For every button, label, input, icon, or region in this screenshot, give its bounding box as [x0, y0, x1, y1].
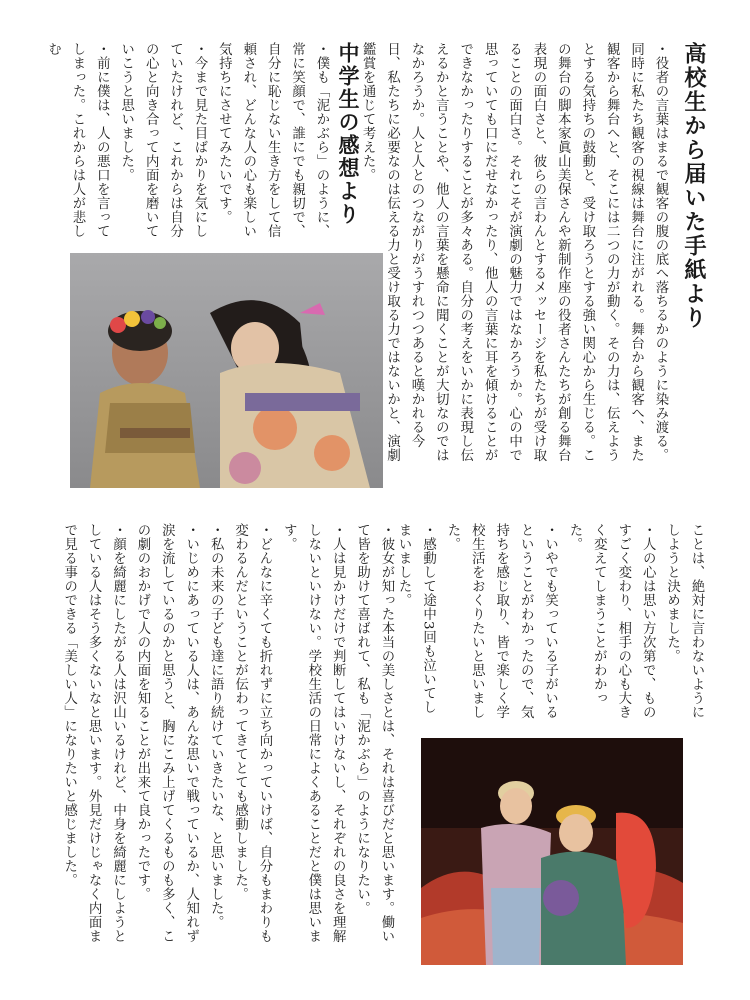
impression-item: ・人の心は思い方次第で、ものすごく変わり、相手の心も大きく変えてしまうことがわかった。 [566, 523, 656, 719]
impression-item: ・人は見かけだけで判断してはいけないし、それぞれの良さを理解しないといけない。学校生活の日常によくあることだと僕は思います。 [281, 523, 346, 943]
impression-item: ことは、絶対に言わないようにしようと決めました。 [664, 523, 704, 719]
high-school-letter-text [362, 42, 672, 462]
impression-item: ・僕も「泥かぶら」のように、常に笑顔で、誰にでも親切で、自分に恥じない生き方をして信頼され、どんな人の心も楽しい気持ちにさせてみたいです。 [216, 42, 329, 238]
photo-stage-scene-1 [70, 253, 383, 488]
impression-item: ・私の未来の子ども達に語り続けていきたいな、と思いました。 [208, 523, 224, 929]
impression-item: ・感動して途中3回も泣いてしまいました。 [396, 523, 436, 715]
section-heading-junior-high: 中学生の感想より [336, 42, 360, 226]
section-heading-high-school: 高校生から届いた手紙より [681, 42, 706, 330]
paragraph: ・役者の言葉はまるで観客の腹の底へ落ちるかのように染み渡る。同時に私たち観客の視線は舞台に注がれる。舞台から観客へ、また観客から舞台へと、そこには二つの力が動く。その力は、伝えようとする気持ちの鼓動と、受け取ろうとする強い関心から生じる。この舞台の脚本家眞山美保さんや新制作座の役者さんたちが創る舞台表現の面白さと、彼らの言わんとするメッセージを私たちが受け取ることの面白さ。それこそが演劇の魅力ではなかろうか。心の中で思っていても口にだせなかったり、他人の言葉に耳を傾けることができなかったりすることが多々ある。自分の考えをいかに表現し伝えるかと言うことや、他人の言葉を懸命に聞くことが大切なのではなかろうか。人と人とのつながりがうすれつつあると嘆かれる今日、私たちに必要なのは伝える力と受け取る力ではないかと、演劇鑑賞を通じて考えた。 [360, 42, 668, 462]
impression-item: ・前に僕は、人の悪口を言ってしまった。これからは人が悲しむ [45, 42, 110, 238]
junior-high-impressions-bottom [61, 523, 398, 953]
junior-high-impressions-middle [396, 523, 708, 728]
photo-icon [421, 738, 683, 965]
impression-item: ・いじめにあっている人は、あんな思いで戦っているか、人知れず涙を流しているのかと思うと、胸にこみ上げてくるものも多く、この劇のおかげで人の内面を知ることが出来て良かったです。 [134, 523, 199, 943]
impression-item: ・どんなに辛くても折れずに立ち向かっていけば、自分もまわりも変わるんだということが伝わってきてとても感動しました。 [232, 523, 272, 943]
impression-item: ・顔を綺麗にしたがる人は沢山いるけれど、中身を綺麗にしようとしている人はそう多くないなと思います。外見だけじゃなく内面まで見る事のできる「美しい人」になりたいと感じました。 [61, 523, 126, 943]
junior-high-impressions-top [45, 42, 333, 247]
impression-item: ・今まで見た目ばかりを気にしていたけれど、これからは自分の心と向き合って内面を磨いていこうと思いました。 [118, 42, 207, 238]
photo-stage-scene-2 [421, 738, 683, 965]
impression-item: ・彼女が知った本当の美しさとは、それは喜びだと思います。働いて皆を助けて喜ばれて、私も「泥かぶら」のようになりたい。 [354, 523, 394, 943]
impression-item: ・いやでも笑っている子がいるということがわかったので、気持ちを感じ取り、皆で楽しく学校生活をおくりたいと思いました。 [444, 523, 558, 719]
photo-icon [70, 253, 383, 488]
